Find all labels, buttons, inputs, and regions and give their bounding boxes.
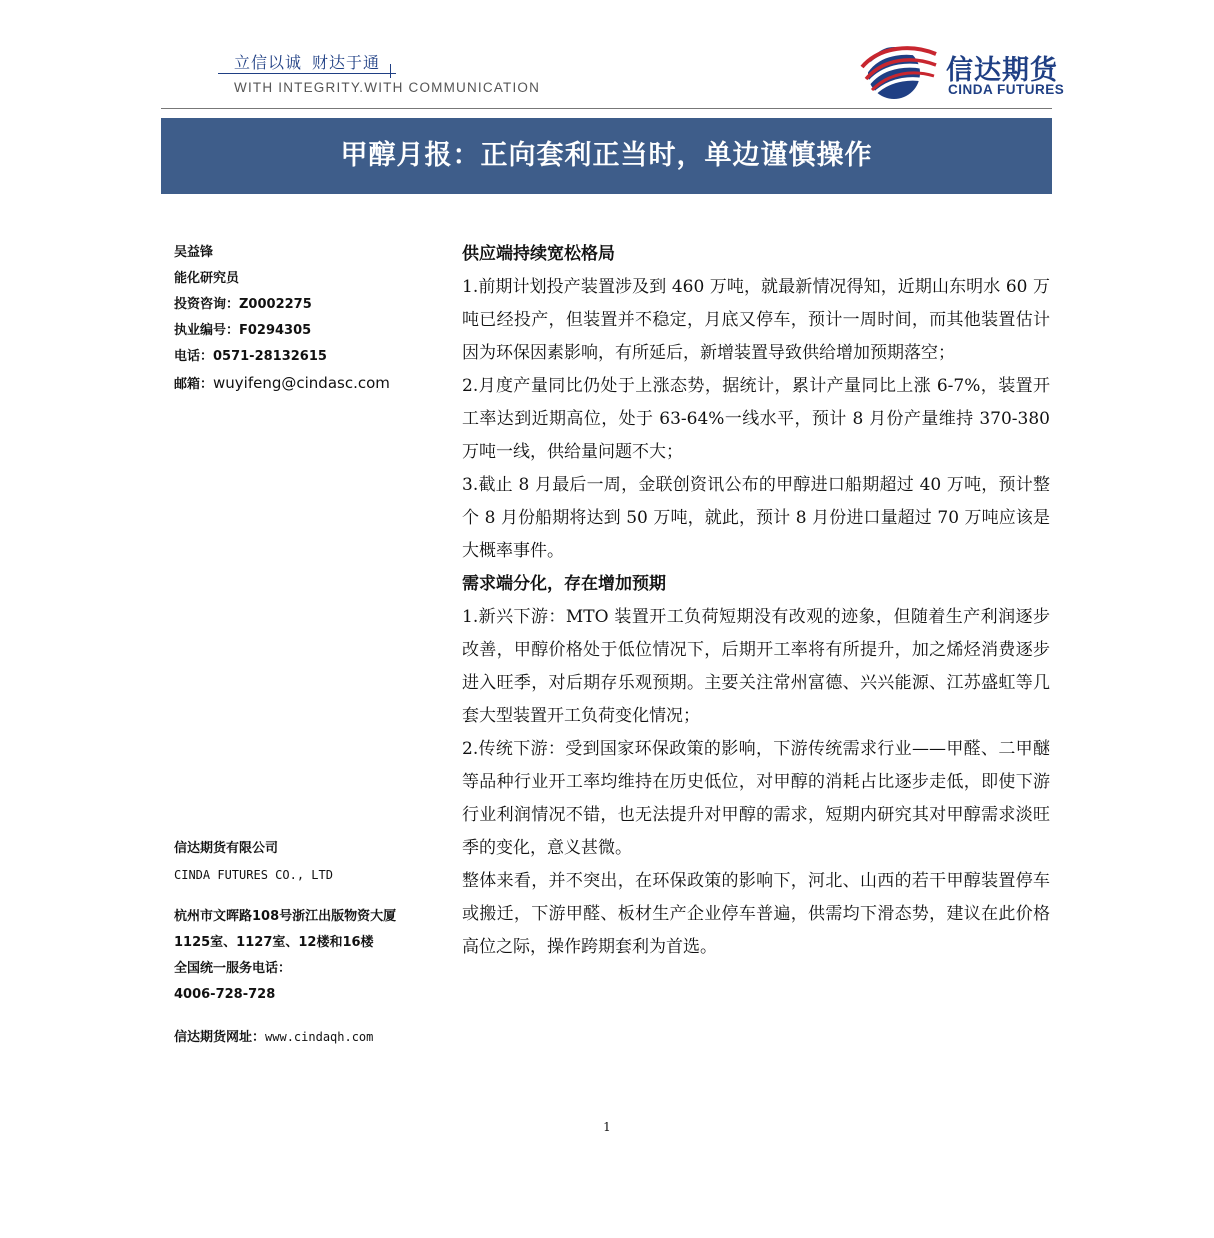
hotline-number: 4006-728-728 <box>174 987 276 1002</box>
tagline: WITH INTEGRITY.WITH COMMUNICATION <box>234 80 541 95</box>
supply-paragraph-3: 3.截止 8 月最后一周，金联创资讯公布的甲醇进口船期超过 40 万吨，预计整个 8 月份船期将达到 50 万吨，就此，预计 8 月份进口量超过 70 万吨应该是大概率事件。 <box>462 475 1050 561</box>
phone: 电话：0571-28132615 <box>174 349 327 364</box>
header-divider <box>161 108 1052 109</box>
cinda-logo-icon <box>858 44 938 102</box>
author-info <box>174 240 390 396</box>
hotline-label: 全国统一服务电话： <box>174 961 292 976</box>
email-row <box>174 370 390 396</box>
conclusion-paragraph: 整体来看，并不突出，在环保政策的影响下，河北、山西的若干甲醇装置停车或搬迁，下游甲醛、板材生产企业停车普遍，供需均下滑态势，建议在此价格高位之际，操作跨期套利为首选。 <box>462 871 1050 957</box>
license-id: 执业编号：F0294305 <box>174 323 312 338</box>
logo-chinese-name: 信达期货 <box>946 55 1058 86</box>
supply-paragraph-2: 2.月度产量同比仍处于上涨态势，据统计，累计产量同比上涨 6-7%，装置开工率达到近期高位，处于 63-64%一线水平，预计 8 月份产量维持 370-380 万吨一线，供给量问题不大； <box>462 376 1050 462</box>
slogan-underline <box>218 73 396 74</box>
supply-paragraph-1: 1.前期计划投产装置涉及到 460 万吨，就最新情况得知，近期山东明水 60 万吨已经投产，但装置并不稳定，月底又停车，预计一周时间，而其他装置估计因为环保因素影响，有所延后，新增装置导致供给增加预期落空； <box>462 277 1050 363</box>
email-address[interactable]: wuyifeng@cindasc.com <box>213 374 390 392</box>
author-role: 能化研究员 <box>174 271 240 286</box>
report-body <box>462 238 1050 964</box>
section-heading-supply: 供应端持续宽松格局 <box>462 244 615 264</box>
slogan <box>234 50 380 73</box>
page-number: 1 <box>603 1120 611 1134</box>
consult-id: 投资咨询：Z0002275 <box>174 297 312 312</box>
company-address-2: 1125室、1127室、12楼和16楼 <box>174 935 374 950</box>
company-name-en: CINDA FUTURES CO., LTD <box>174 868 333 882</box>
email-label: 邮箱： <box>174 377 214 392</box>
company-logo <box>858 44 1098 102</box>
website-row <box>174 1024 396 1050</box>
report-title: 甲醇月报：正向套利正当时，单边谨慎操作 <box>340 140 873 171</box>
demand-paragraph-1: 1.新兴下游：MTO 装置开工负荷短期没有改观的迹象，但随着生产利润逐步改善，甲醇价格处于低位情况下，后期开工率将有所提升，加之烯烃消费逐步进入旺季，对后期存乐观预期。主要关注常州富德、兴兴能源、江苏盛虹等几套大型装置开工负荷变化情况； <box>462 607 1050 726</box>
demand-paragraph-2: 2.传统下游：受到国家环保政策的影响，下游传统需求行业——甲醛、二甲醚等品种行业开工率均维持在历史低位，对甲醇的消耗占比逐步走低，即使下游行业利润情况不错，也无法提升对甲醇的需求，短期内研究其对甲醇需求淡旺季的变化，意义甚微。 <box>462 739 1050 858</box>
slogan-part-1: 立信以诚 <box>234 53 303 72</box>
company-info <box>174 836 396 1050</box>
section-heading-demand: 需求端分化，存在增加预期 <box>462 574 666 594</box>
company-name-cn: 信达期货有限公司 <box>174 841 279 856</box>
author-name: 吴益锋 <box>174 245 214 260</box>
company-address-1: 杭州市文晖路108号浙江出版物资大厦 <box>174 909 397 924</box>
slogan-part-2: 财达于通 <box>312 53 381 72</box>
slogan-divider <box>390 64 391 78</box>
title-banner <box>161 118 1052 194</box>
logo-english-name: CINDA FUTURES <box>948 82 1065 97</box>
website-label: 信达期货网址： <box>174 1030 266 1045</box>
website-link[interactable]: www.cindaqh.com <box>265 1030 374 1044</box>
